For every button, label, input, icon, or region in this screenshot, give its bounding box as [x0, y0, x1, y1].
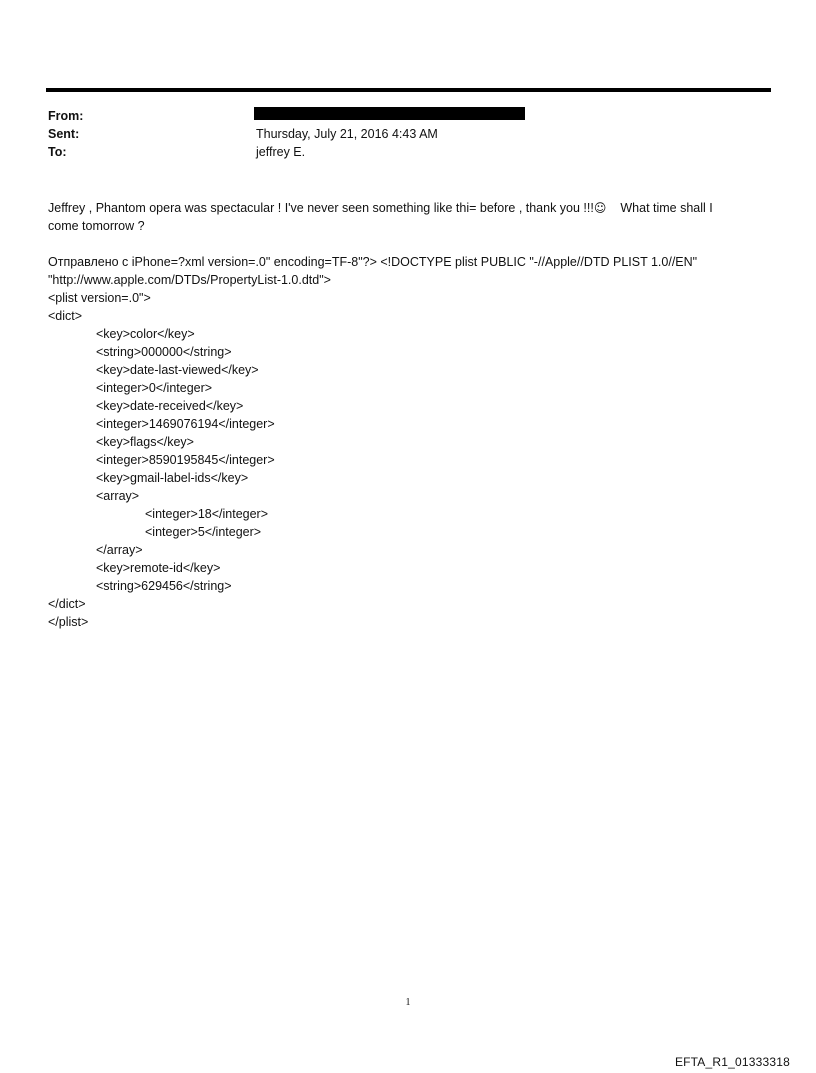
to-row: [48, 143, 768, 161]
signature-line-1: Отправлено с iPhone=?xml version=.0" encoding=TF-8"?> <!DOCTYPE plist PUBLIC "-//Apple//DTD PLIST 1.0//EN": [48, 255, 698, 269]
plist-line: <key>date-received</key>: [96, 399, 244, 413]
redaction-bar: [254, 107, 525, 120]
signature-block: [48, 253, 778, 289]
plist-line: <string>629456</string>: [96, 579, 232, 593]
sent-value: Thursday, July 21, 2016 4:43 AM: [256, 127, 438, 141]
plist-line: <integer>5</integer>: [145, 525, 262, 539]
plist-line: <key>remote-id</key>: [96, 561, 221, 575]
plist-line: </dict>: [48, 597, 86, 611]
message-text: Jeffrey , Phantom opera was spectacular ! I've never seen something like thi= before , thank you !!!: [48, 201, 594, 215]
message-line-1: [48, 199, 778, 217]
plist-line: </plist>: [48, 615, 89, 629]
plist-line: <string>000000</string>: [96, 345, 232, 359]
plist-line: <integer>1469076194</integer>: [96, 417, 275, 431]
smiley-icon: ☺: [593, 201, 607, 215]
message-body: [48, 199, 778, 235]
sent-label: Sent:: [48, 127, 80, 141]
plist-line: <integer>8590195845</integer>: [96, 453, 275, 467]
plist-line: <array>: [96, 489, 140, 503]
plist-line: <plist version=.0">: [48, 291, 151, 305]
plist-line: <key>gmail-label-ids</key>: [96, 471, 249, 485]
plist-line: <integer>0</integer>: [96, 381, 213, 395]
plist-line: <integer>18</integer>: [145, 507, 269, 521]
from-label: From:: [48, 109, 84, 123]
message-line-2: come tomorrow ?: [48, 219, 145, 233]
plist-line: <key>flags</key>: [96, 435, 194, 449]
to-label: To:: [48, 145, 67, 159]
page-number: 1: [405, 997, 411, 1008]
plist-line: <key>color</key>: [96, 327, 195, 341]
document-id: EFTA_R1_01333318: [674, 1055, 790, 1069]
plist-line: </array>: [96, 543, 143, 557]
plist-line: <key>date-last-viewed</key>: [96, 363, 259, 377]
sent-row: [48, 125, 768, 143]
plist-line: <dict>: [48, 309, 83, 323]
to-value: jeffrey E.: [256, 145, 306, 159]
message-tail: What time shall I: [620, 201, 713, 215]
header-divider-rule: [46, 88, 771, 92]
signature-line-2: "http://www.apple.com/DTDs/PropertyList-1.0.dtd">: [48, 273, 331, 287]
